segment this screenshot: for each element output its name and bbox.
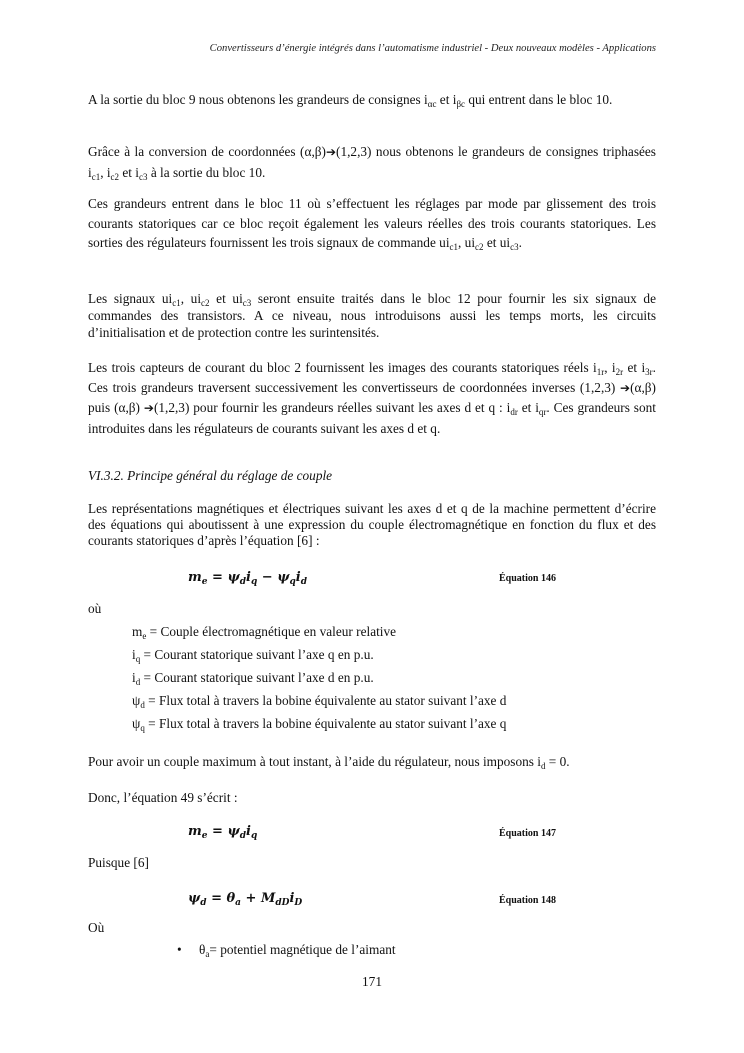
definition-me: $m_e$ = Couple électromagnétique en valeur relative xyxy=(132,624,397,641)
paragraph-7: Pour avoir un couple maximum à tout instant, à l’aide du régulateur, nous imposons $i_d = 0$. xyxy=(88,754,570,771)
section-heading: VI.3.2. Principe général du réglage de couple xyxy=(88,468,333,483)
paragraph-3: Ces grandeurs entrent dans le bloc 11 où s’effectuent les réglages par mode par glissement des trois courants statoriques car ce bloc reçoit également les valeurs réelles des trois courants statoriques. Les sorties des régulateurs fournissent les trois signaux de commande $ui_{c1}$, $ui_{c2}$ et $ui_{c3}$. xyxy=(88,196,656,252)
definition-iq: $i_q$ = Courant statorique suivant l’axe q en p.u. xyxy=(132,647,374,664)
arrow-icon: ➔ xyxy=(325,145,337,159)
page-number: 171 xyxy=(362,974,382,989)
bullet-item: • $\theta_a=$ potentiel magnétique de l’aimant xyxy=(177,942,396,959)
paragraph-6: Les représentations magnétiques et électriques suivant les axes d et q de la machine permettent d’écrire des équations qui aboutissent à une expression du couple électromagnétique en fonction du flux et des courants statoriques d’après l’équation [6] : xyxy=(88,501,656,548)
paragraph-4: Les signaux $ui_{c1}$, $ui_{c2}$ et $ui_{c3}$ seront ensuite traités dans le bloc 12 pour fournir les six signaux de commandes des transistors. A ce niveau, nous introduisons aussi les temps morts, les circuits d’initialisation et de protection contre les surintensités. xyxy=(88,291,656,340)
equation-147-label: Équation 147 xyxy=(499,828,556,839)
ou-label-2: Où xyxy=(88,920,105,935)
equation-148-label: Équation 148 xyxy=(499,895,556,906)
equation-146-label: Équation 146 xyxy=(499,573,556,584)
paragraph-9: Puisque [6] xyxy=(88,855,149,870)
definition-psid: $\psi_d$ = Flux total à travers la bobine équivalente au stator suivant l’axe d xyxy=(132,693,507,710)
ou-label: où xyxy=(88,601,102,616)
equation-148: $\psi_d = \theta_a + M_{dD}i_D$ xyxy=(188,891,303,908)
arrow-icon: ➔ xyxy=(620,380,631,395)
arrow-icon: ➔ xyxy=(143,401,154,415)
definition-psiq: $\psi_q$ = Flux total à travers la bobine équivalente au stator suivant l’axe q xyxy=(132,716,507,733)
equation-146: $m_e = \psi_di_q - \psi_qi_d$ xyxy=(188,570,307,587)
equation-147: $m_e = \psi_di_q$ xyxy=(188,824,258,841)
paragraph-2: Grâce à la conversion de coordonnées (α,β)➔(1,2,3) nous obtenons le grandeurs de consignes triphasées $i_{c1}$, $i_{c2}$ et $i_{c3}$ à la sortie du bloc 10. xyxy=(88,144,656,182)
running-header: Convertisseurs d’énergie intégrés dans l’automatisme industriel - Deux nouveaux modèles - Applications xyxy=(209,43,656,54)
bullet-icon: • xyxy=(177,942,182,957)
paragraph-1: A la sortie du bloc 9 nous obtenons les grandeurs de consignes $i_{\alpha c}$ et $i_{\beta c}$ qui entrent dans le bloc 10. xyxy=(88,92,613,109)
paragraph-5: Les trois capteurs de courant du bloc 2 fournissent les images des courants statoriques réels $i_{1r}$, $i_{2r}$ et $i_{3r}$. Ces trois grandeurs traversent successivement les convertisseurs de coordonnées inverses (1,2,3) ➔(α,β) puis (α,β) ➔(1,2,3) pour fournir les grandeurs réelles suivant les axes d et q : $i_{dr}$ et $i_{qr}$. Ces grandeurs sont introduites dans les régulateurs de courants suivant les axes d et q. xyxy=(88,360,656,436)
definition-id: $i_d$ = Courant statorique suivant l’axe d en p.u. xyxy=(132,670,374,687)
paragraph-8: Donc, l’équation 49 s’écrit : xyxy=(88,790,238,805)
